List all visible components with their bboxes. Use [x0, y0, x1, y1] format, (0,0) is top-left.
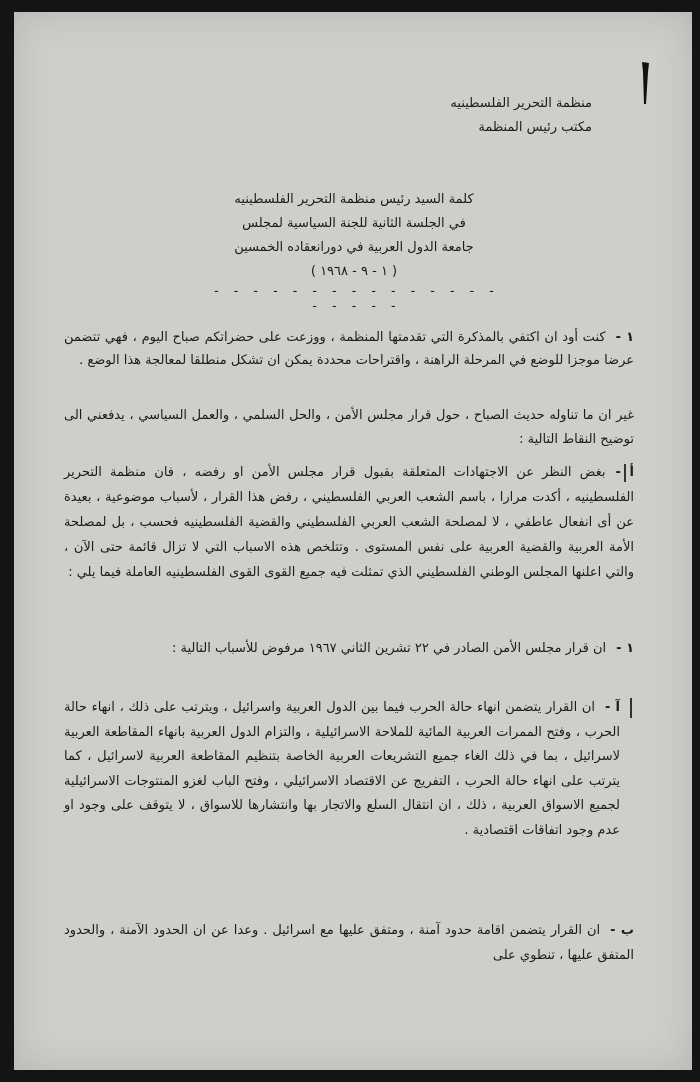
paragraph-2 — [64, 404, 634, 452]
point-a-label: أ - — [615, 465, 634, 480]
margin-bracket — [630, 698, 632, 718]
title-line-3: جامعة الدول العربية في دورانعقاده الخمسين — [234, 240, 474, 255]
title-line-2: في الجلسة الثانية للجنة السياسية لمجلس — [242, 216, 466, 231]
title-separator: - - - - - - - - - - - - - - - - - - - - — [212, 284, 498, 314]
document-page — [14, 12, 692, 1070]
item-1-number: ١ - — [616, 641, 634, 656]
item-aa-text: ان القرار يتضمن انهاء حالة الحرب فيما بين الدول العربية واسرائيل ، ويترتب على ذلك ، انهاء حالة الحرب ، وفتح الممرات العربية المائية للملاحة الاسرائيلية ، والتزام الدول العربية بانهاء المقاطعة العربية لاسرائيل ، بما في ذلك الغاء جميع التشريعات العربية الخاصة بتنظيم المقاطعة العربية لاسرائيل ، كما يترتب على انهاء حالة الحرب ، التفريج عن الاقتصاد الاسرائيلي ، وفتح الباب لغزو المنتوجات الاسرائيلية لجميع الاسواق العربية ، ذلك ، ان انتقال السلع والاتجار بها وانتشارها للاسواق ، لا يتوقف على وجود او عدم وجود اتفاقات اقتصادية . — [64, 700, 620, 838]
paragraph-1-number: ١ - — [615, 330, 634, 345]
title-date: ( ١ - ٩ - ١٩٦٨ ) — [310, 264, 398, 279]
letterhead — [450, 92, 592, 140]
title-line-1: كلمة السيد رئيس منظمة التحرير الفلسطينيه — [234, 192, 474, 207]
point-a-text: بغض النظر عن الاجتهادات المتعلقة بقبول قرار مجلس الأمن او رفضه ، فان منظمة التحرير الفلسطينيه ، أكدت مرارا ، باسم الشعب العربي الفلسطيني ، رفض هذا القرار ، لأسباب موضوعية ، بعيدة عن أى انفعال عاطفي ، لا لمصلحة الشعب العربي الفلسطيني والقضية الفلسطينيه فحسب ، بل لمصلحة الأمة العربية والقضية العربية على نفس المستوى . وتتلخص هذه الاسباب التي لا تزال قائمة حتى الآن ، والتي اعلنها المجلس الوطني الفلسطيني الذي تمثلت فيه جميع القوى القوى الفلسطينيه العاملة فيما يلي : — [64, 465, 634, 580]
item-b-text: ان القرار يتضمن اقامة حدود آمنة ، ومتفق عليها مع اسرائيل . وعدا عن ان الحدود الآمنة ، والحدود المتفق عليها ، تنطوي على — [64, 923, 634, 963]
paragraph-1-text: كنت أود ان اكتفي بالمذكرة التي تقدمتها المنظمة ، ووزعت على حضراتكم صباح اليوم ، فهي تتضمن عرضا موجزا للوضع في المرحلة الراهنة ، واقتراحات محددة يمكن ان تشكل منطلقا لمعالجة هذا الوضع . — [64, 330, 634, 368]
letterhead-office: مكتب رئيس المنظمة — [478, 120, 592, 135]
item-aa-label: آ - — [605, 700, 620, 715]
point-a — [64, 460, 634, 585]
item-b — [64, 918, 634, 968]
item-1-text: ان قرار مجلس الأمن الصادر في ٢٢ تشرين الثاني ١٩٦٧ مرفوض للأسباب التالية : — [171, 641, 607, 656]
item-1 — [64, 636, 634, 661]
paragraph-1 — [64, 326, 634, 372]
item-b-label: ب - — [610, 923, 634, 938]
letterhead-organization: منظمة التحرير الفلسطينيه — [450, 96, 592, 111]
item-aa — [64, 696, 620, 843]
margin-ink-mark — [640, 60, 650, 106]
paragraph-2-text: غير ان ما تناوله حديث الصباح ، حول قرار مجلس الأمن ، والحل السلمي ، والعمل السياسي ، يدفعني الى توضيح النقاط التالية : — [64, 408, 634, 447]
speech-title — [154, 188, 554, 284]
